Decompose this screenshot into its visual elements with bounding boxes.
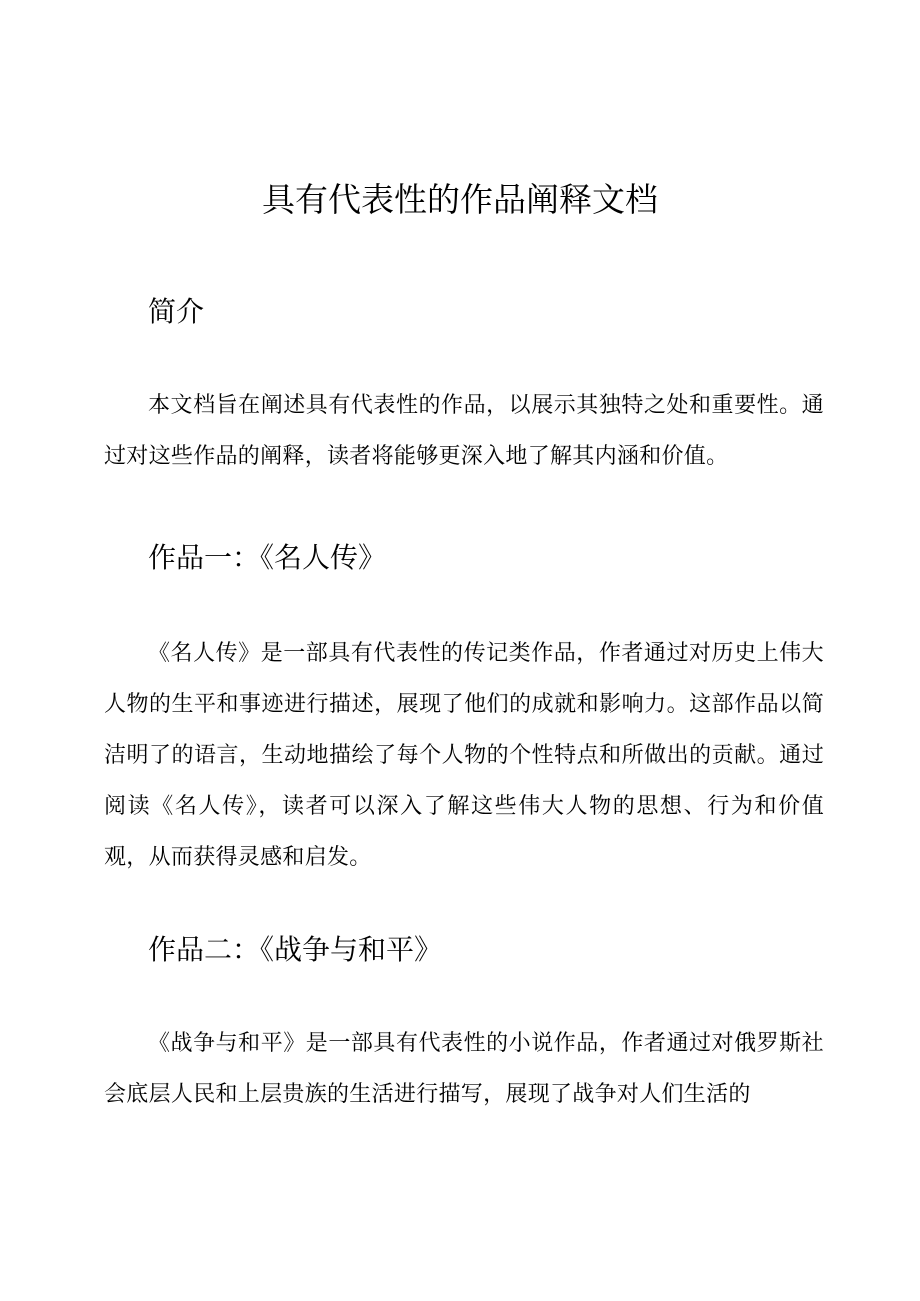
section-heading-intro: 简介 [148,295,205,328]
document-title: 具有代表性的作品阐释文档 [262,180,658,219]
section-body-intro: 本文档旨在阐述具有代表性的作品，以展示其独特之处和重要性。通过对这些作品的阐释，读者将能够更深入地了解其内涵和价值。 [104,393,824,469]
section-heading-work-one: 作品一：《名人传》 [148,541,387,574]
section-heading-work-two: 作品二：《战争与和平》 [148,933,443,966]
section-body-work-two: 《战争与和平》是一部具有代表性的小说作品，作者通过对俄罗斯社会底层人民和上层贵族的生活进行描写，展现了战争对人们生活的 [104,1031,824,1107]
section-body-work-one: 《名人传》是一部具有代表性的传记类作品，作者通过对历史上伟大人物的生平和事迹进行描述，展现了他们的成就和影响力。这部作品以简洁明了的语言，生动地描绘了每个人物的个性特点和所做出的贡献。通过阅读《名人传》，读者可以深入了解这些伟大人物的思想、行为和价值观，从而获得灵感和启发。 [104,641,824,870]
